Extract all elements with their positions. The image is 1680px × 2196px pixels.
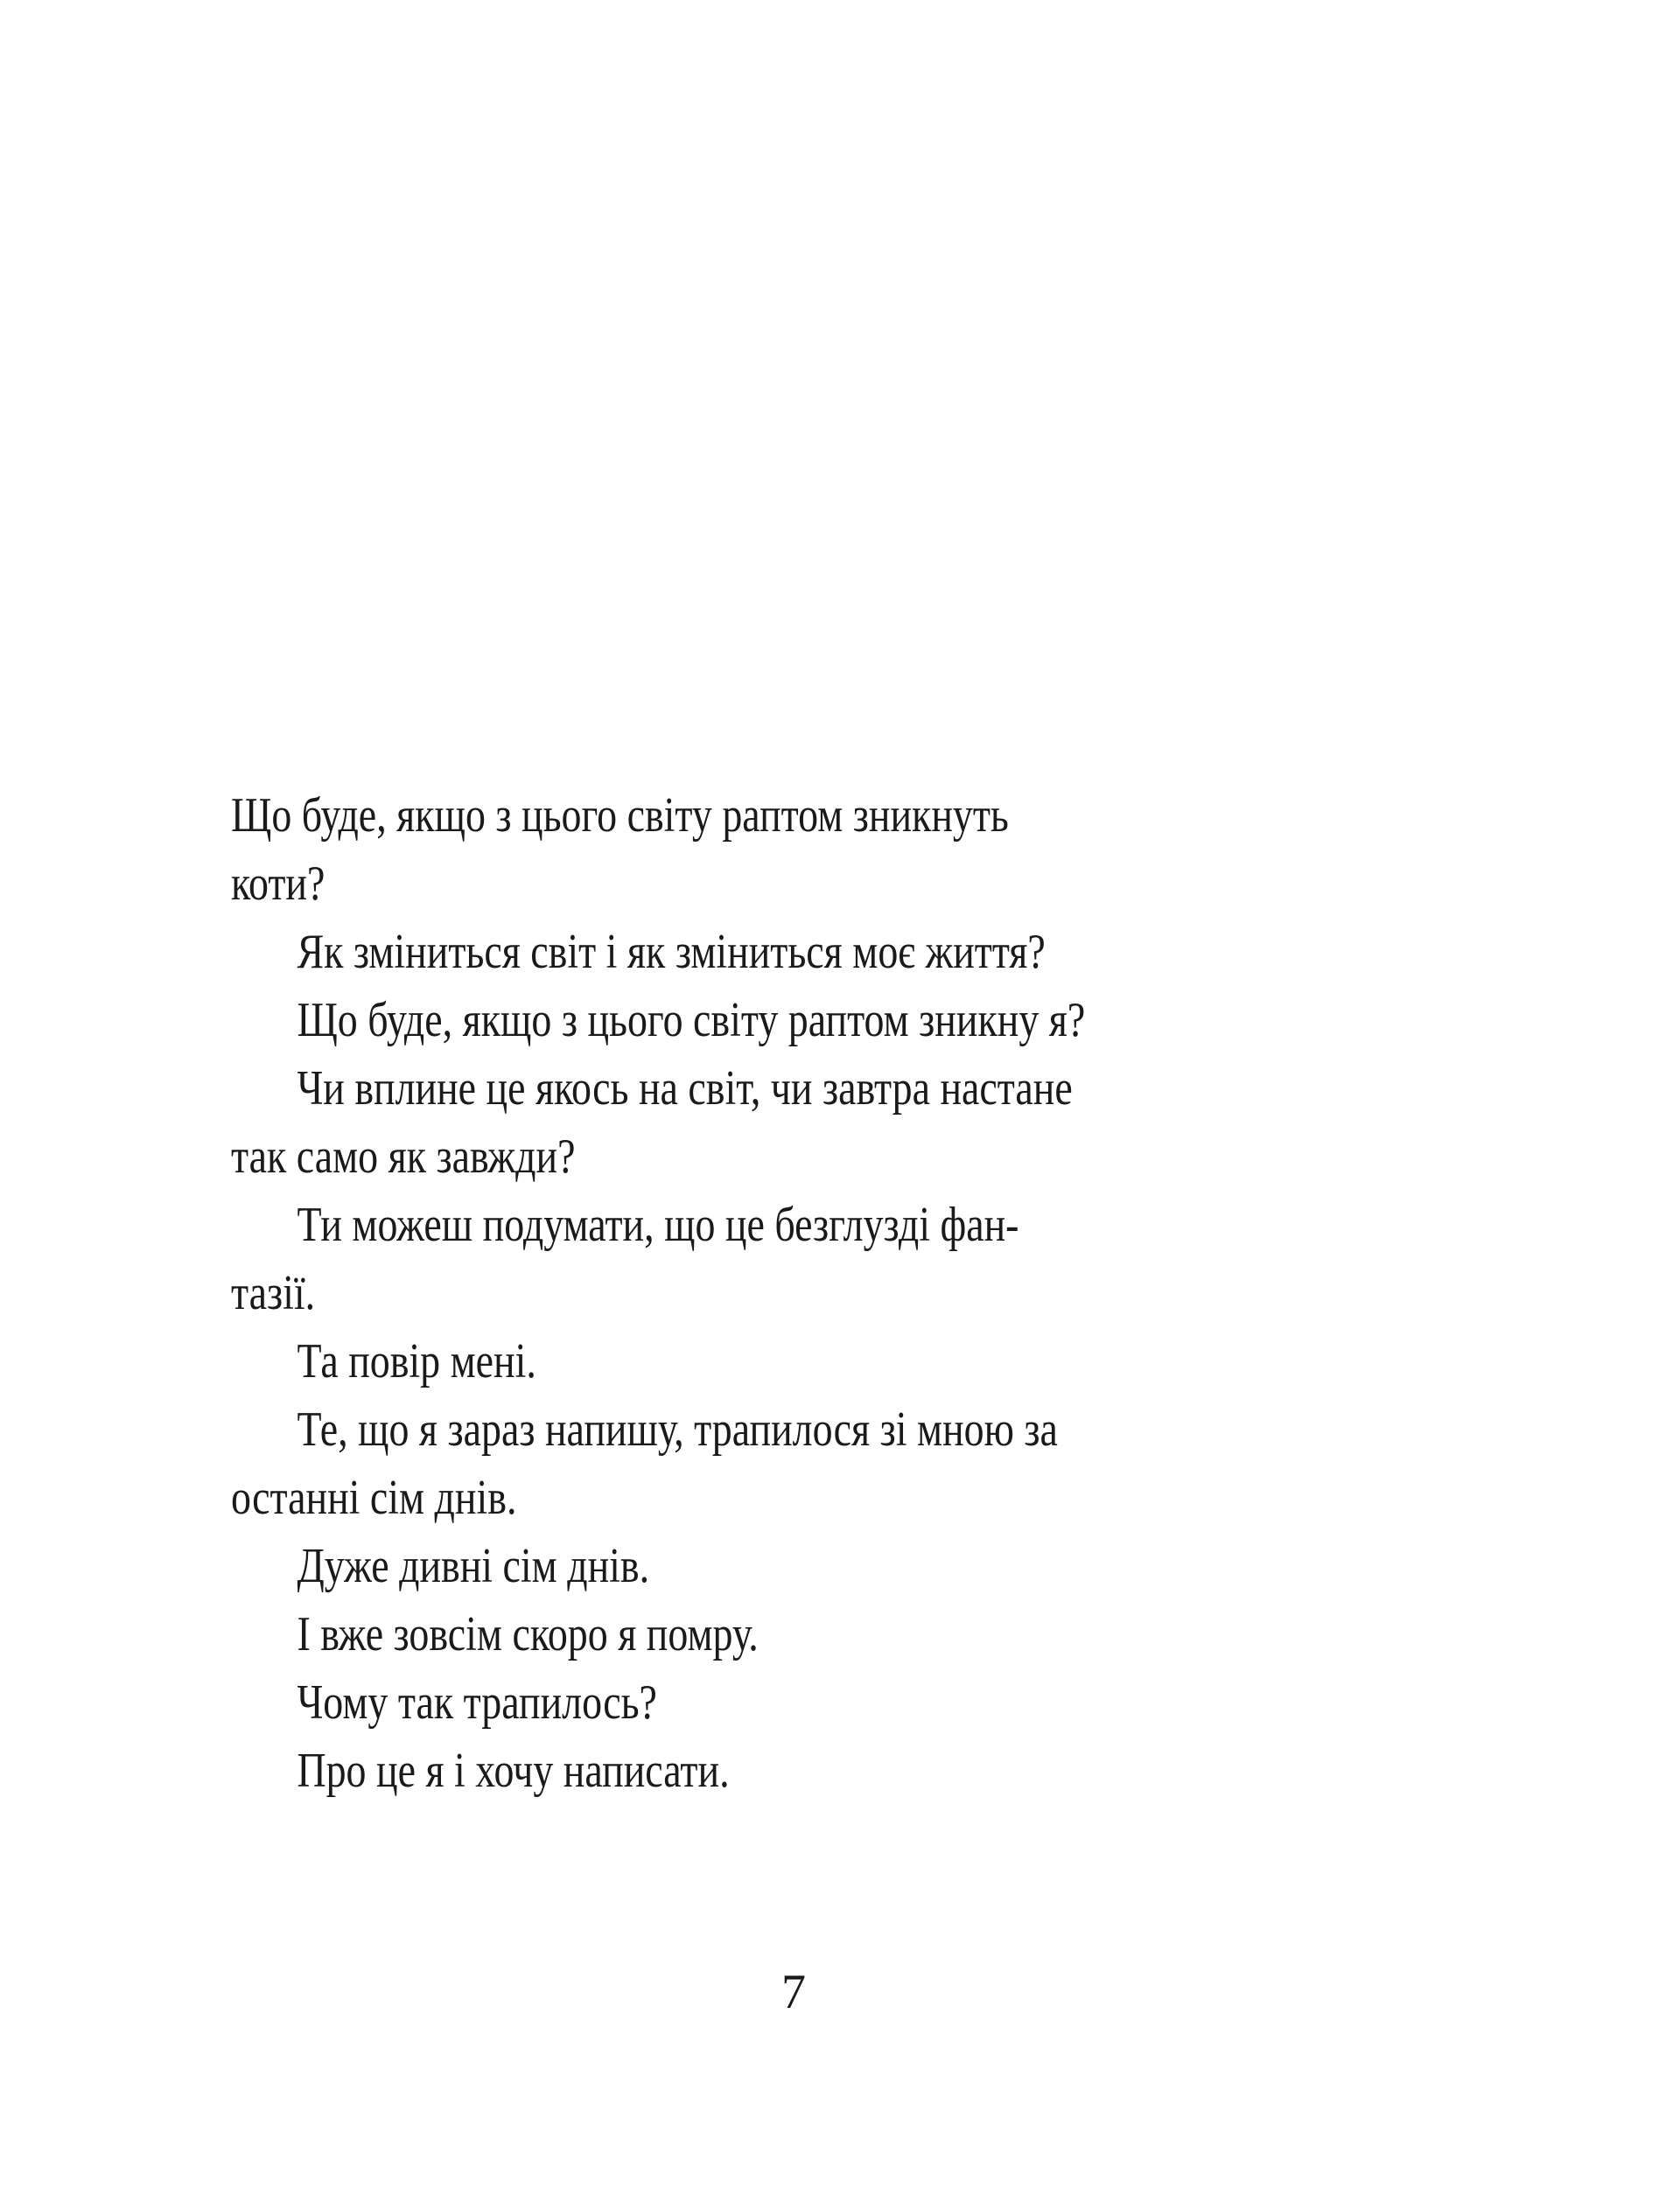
- text-line: Дуже дивні сім днів.: [297, 1539, 650, 1593]
- text-line: Ти можеш подумати, що це безглузді фан-: [297, 1198, 1019, 1252]
- text-line: Що буде, якщо з цього світу раптом зникнуть: [231, 788, 1009, 843]
- text-line: Про це я і хочу написати.: [297, 1744, 730, 1798]
- text-line: останні сім днів.: [231, 1471, 517, 1525]
- text-line: І вже зовсім скоро я помру.: [297, 1607, 759, 1661]
- text-line: Як зміниться світ і як зміниться моє життя?: [297, 925, 1046, 979]
- text-line: Що буде, якщо з цього світу раптом зникну я?: [297, 993, 1086, 1047]
- page-number: 7: [781, 1965, 806, 2019]
- text-line: коти?: [231, 857, 326, 911]
- text-line: так само як завжди?: [231, 1129, 576, 1184]
- text-line: Чому так трапилось?: [297, 1675, 657, 1730]
- text-line: тазії.: [231, 1266, 316, 1320]
- body-text: [231, 781, 1360, 1805]
- text-line: Те, що я зараз напишу, трапилося зі мною за: [297, 1402, 1058, 1457]
- text-line: Чи вплине це якось на світ, чи завтра настане: [297, 1061, 1073, 1115]
- text-line: Та повір мені.: [297, 1334, 536, 1388]
